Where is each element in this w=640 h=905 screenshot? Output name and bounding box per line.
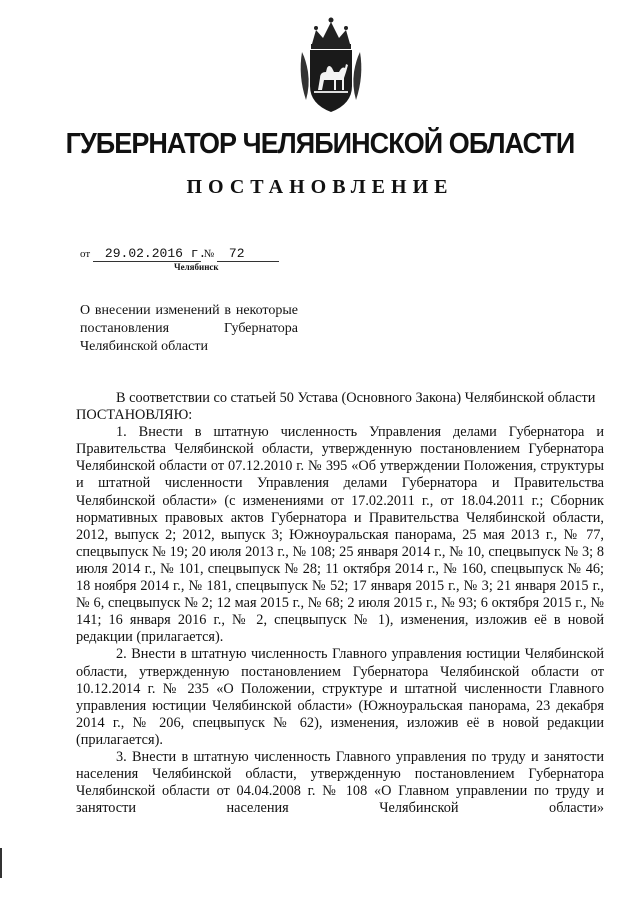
- decree-word: ПОСТАНОВЛЯЮ:: [76, 407, 193, 424]
- document-subject: О внесении изменений в некоторые постановления Губернатора Челябинской области: [80, 303, 298, 354]
- city-name: Челябинск: [174, 262, 219, 272]
- document-date: 29.02.2016 г.: [93, 246, 201, 262]
- date-number-line: [80, 246, 279, 262]
- from-label: от: [80, 248, 91, 260]
- document-number: 72: [217, 246, 279, 262]
- number-label: №: [203, 248, 215, 260]
- paragraph-2: 2. Внести в штатную численность Главного управления юстиции Челябинской области, утвержденную постановлением Губернатора Челябинской области от 10.12.2014 г. № 235 «О Положении, структуре и штатной численности Главного управления юстиции Челябинской области» (Южноуральская панорама, 23 декабря 2014 г., № 206, спецвыпуск № 62), изменения, изложив её в новой редакции (прилагается).: [76, 646, 604, 748]
- scan-edge-mark: [0, 848, 2, 878]
- document-body: [76, 390, 604, 817]
- paragraph-1: 1. Внести в штатную численность Управления делами Губернатора и Правительства Челябинской области, утвержденную постановлением Губернатора Челябинской области от 07.12.2010 г. № 395 «Об утверждении Положения, структуры и штатной численности Управления делами Губернатора и Правительства Челябинской области» (с изменениями от 17.02.2011 г., от 18.04.2011 г.; Сборник нормативных правовых актов Губернатора и Правительства Челябинской области, 2012, выпуск 2; 2012, выпуск 3; Южноуральская панорама, 25 мая 2013 г., № 77, спецвыпуск № 19; 20 июля 2013 г., № 108; 25 января 2014 г., № 10, спецвыпуск № 3; 8 июля 2014 г., № 101, спецвыпуск № 28; 11 октября 2014 г., № 160, спецвыпуск № 46; 18 ноября 2014 г., № 181, спецвыпуск № 52; 17 января 2015 г., № 3; 21 января 2015 г., № 6, спецвыпуск № 2; 12 мая 2015 г., № 68; 2 июля 2015 г., № 93; 6 октября 2015 г., № 141; 16 января 2016 г., № 2, спецвыпуск № 1), изменения, изложив её в новой редакции (прилагается).: [76, 424, 604, 646]
- chelyabinsk-coat-of-arms-icon: [296, 16, 366, 116]
- governor-title: ГУБЕРНАТОР ЧЕЛЯБИНСКОЙ ОБЛАСТИ: [65, 128, 575, 160]
- preamble: В соответствии со статьей 50 Устава (Основного Закона) Челябинской области: [116, 390, 596, 406]
- document-type: ПОСТАНОВЛЕНИЕ: [186, 176, 454, 198]
- paragraph-3: 3. Внести в штатную численность Главного управления по труду и занятости населения Челябинской области, утвержденную постановлением Губернатора Челябинской области от 04.04.2008 г. № 108 «О Главном управлении по труду и занятости населения Челябинской области»: [76, 748, 604, 817]
